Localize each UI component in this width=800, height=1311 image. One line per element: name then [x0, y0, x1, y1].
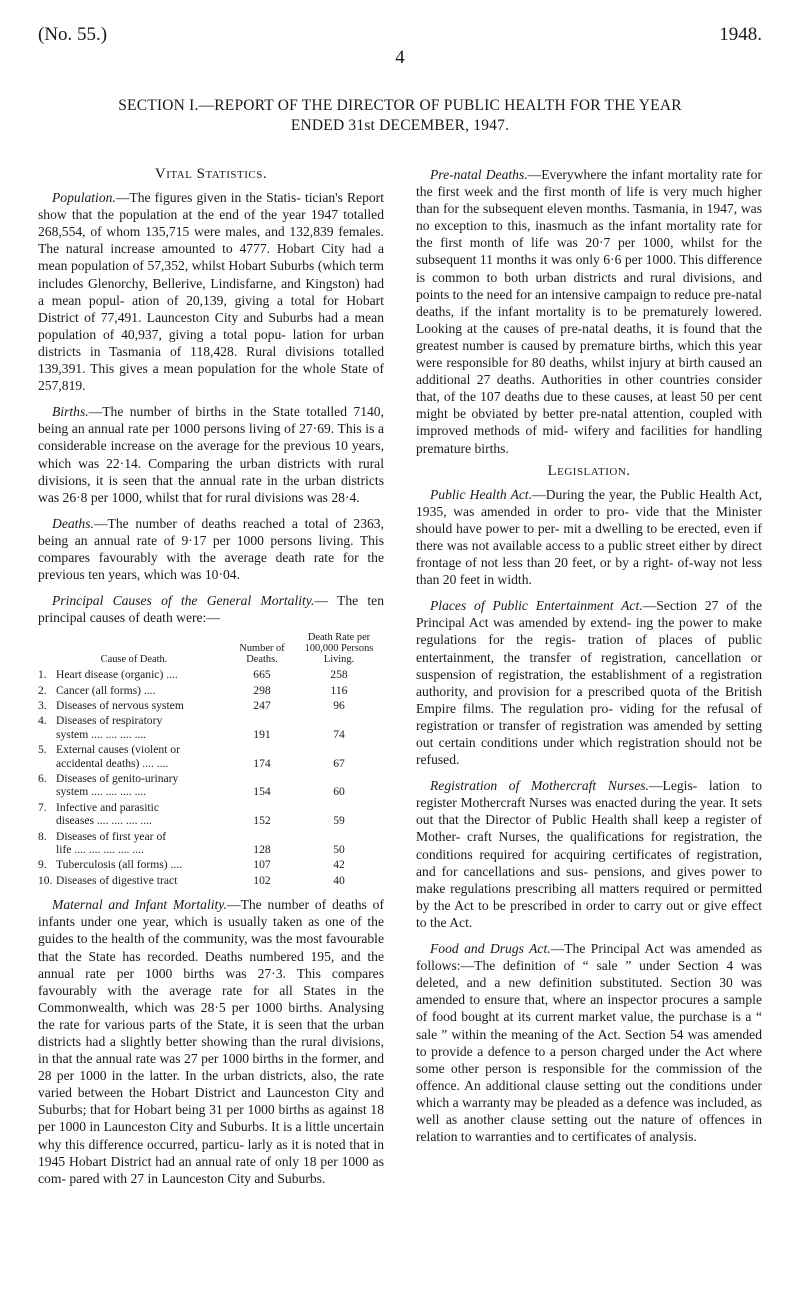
- cause-text: Diseases of nervous system: [56, 698, 184, 712]
- deaths-paragraph: [38, 515, 384, 583]
- cause-text: system .... .... .... ....: [56, 727, 147, 741]
- table-row: [38, 667, 384, 682]
- header-number: Number of Deaths.: [239, 642, 285, 665]
- cause-text: accidental deaths) .... ....: [56, 756, 169, 770]
- principal-causes-paragraph: [38, 592, 384, 626]
- year-label: 1948.: [719, 24, 762, 45]
- table-row: [38, 857, 384, 872]
- population-paragraph: [38, 189, 384, 394]
- food-drugs-paragraph: [416, 940, 762, 1145]
- cause-text: Diseases of genito-urinary: [56, 771, 179, 785]
- births-text: —The number of births in the State totalled 7140, being an annual rate per 1000 persons living of 27·69. This is a considerable increase on the average for the previous 10 years, which was 22·14. Comparing the urban districts with rural divisions, it is seen that the annual rate in the urban districts was 26·8 per 1000, whilst that for rural divisions was 28·4.: [38, 404, 384, 505]
- header-rate: Death Rate per 100,000 Persons Living.: [304, 632, 374, 665]
- mothercraft-text: —Legis- lation to register Mothercraft Nurses was enacted during the year. It sets out that the Director of Public Health shall keep a register of Mother- craft Nurses, the qualifications for registration, the conditions required for acquiring certificates of registration, and for cancellations and sus- pensions, and gives power to make regulations prescribing all matters required or permitted by the Act to be prescribed in order to carry out or give effect to the Act.: [416, 778, 762, 930]
- deaths-count-cell: 298: [253, 683, 271, 697]
- section-heading: [38, 96, 762, 136]
- cause-text: Heart disease (organic) ....: [56, 668, 178, 682]
- cause-cell: [38, 800, 230, 829]
- food-drugs-text: —The Principal Act was amended as follows:—The definition of “ sale ” under Section 4 was deleted, and a new definition substituted. Section 30 was amended to ensure that, where an inspector procures a sample of food bought at its current market value, the purchase is a “ sale ” within the meaning of the Act. Section 54 was amended to provide a defence to a person charged under the Act where some other person is responsible for the commission of the offence. An additional clause setting out the conditions under which a warranty may be pleaded as a defence was included, as well as another clause setting out the nature of offences in relation to warranties and to certificates of analysis.: [416, 941, 762, 1145]
- page-number: 4: [395, 47, 405, 68]
- row-index: 9.: [38, 858, 47, 872]
- deaths-count-cell: 102: [253, 873, 271, 887]
- legislation-title: Legislation.: [547, 462, 631, 479]
- deaths-count-cell: 107: [253, 858, 271, 872]
- row-index: 2.: [38, 683, 47, 697]
- table-header-row: [38, 632, 384, 667]
- pre-natal-text: —Everywhere the infant mortality rate for the first week and the first month of life is very much higher than for the subsequent eleven months. Tasmania, in 1947, was no exception to this, inasmuch as the infant mortality rate for the first month of life was 20·7 per 1000, whilst for the subsequent 11 months it was only 6·6 per 1000. This difference is common to both urban districts and rural divisions, and points to the need for an intensive campaign to reduce pre-natal deaths, if the infant mortality is to be prematurely lowered. Looking at the causes of pre-natal deaths, it is found that the greatest number is caused by premature births, which this year were responsible for 80 deaths, whilst injury at birth caused an additional 27 deaths. Authorities in other countries consider that, of the 107 deaths due to these causes, at least 50 per cent might be obviated by better pre-natal attention, coupled with improved methods of mid- wifery and facilities for handling premature births.: [416, 167, 763, 456]
- death-rate-cell: 40: [333, 873, 345, 887]
- principal-causes-text: — The ten principal causes of death were:—: [38, 593, 385, 626]
- cause-text: life .... .... .... .... ....: [56, 843, 144, 856]
- section-heading-line-2: ENDED 31st DECEMBER, 1947.: [290, 117, 510, 134]
- pre-natal-lead: Pre-natal Deaths.: [430, 167, 528, 182]
- table-row: [38, 713, 384, 742]
- death-rate-cell: 50: [333, 843, 345, 856]
- deaths-text: —The number of deaths reached a total of 2363, being an annual rate of 9·17 per 1000 persons living. This compares favourably with the average death rate for the previous ten years, which was 10·04.: [38, 515, 384, 583]
- births-lead: Births.: [52, 404, 89, 420]
- table-row: [38, 698, 384, 713]
- table-row: [38, 771, 384, 800]
- population-lead: Population.: [52, 190, 116, 206]
- table-row: [38, 829, 384, 858]
- cause-text: Tuberculosis (all forms) ....: [56, 858, 183, 872]
- row-index: 7.: [38, 800, 47, 814]
- public-health-act-lead: Public Health Act.: [430, 486, 533, 502]
- header-cause: Cause of Death.: [100, 653, 168, 665]
- mothercraft-lead: Registration of Mothercraft Nurses.: [430, 778, 649, 794]
- maternal-infant-text: —The number of deaths of infants under one year, which is usually taken as one of the guides to the health of the community, was the most favourable that the State has recorded. Deaths numbered 195, and the annual rate per 1000 births was 27·3. This compares favourably with the average rate for all States in the Commonwealth, which was 28·5 per 1000 births. Analysing the rate for various parts of the State, it is seen that the urban districts had a slightly better showing than the rural divisions, in that the annual rate was 27 per 1000 births in the former, and 28 per 1000 in the latter. In the urban districts, also, the rate varied between the Hobart District and Launceston City and Suburbs; that for Hobart being 31 per 1000 births as against 18 per 1000 in Launceston City and Suburbs. It is a little uncertain why this difference occurred, particu- larly as it is noted that in 1945 Hobart District had an annual rate of only 18 per 1000 as com- pared with 27 in Launceston City and Suburbs.: [38, 897, 384, 1186]
- mothercraft-paragraph: [416, 777, 762, 931]
- section-heading-line-1: SECTION I.—REPORT OF THE DIRECTOR OF PUBLIC HEALTH FOR THE YEAR: [118, 97, 682, 114]
- row-index: 8.: [38, 829, 47, 843]
- public-health-act-paragraph: [416, 486, 762, 589]
- death-rate-cell: 60: [333, 785, 345, 799]
- principal-causes-lead: Principal Causes of the General Mortality.: [52, 593, 315, 609]
- population-text: —The figures given in the Statis- tician's Report show that the population at the end of the year 1947 totalled 268,554, of whom 135,715 were males, and 132,839 females. The natural increase amounted to 4777. Hobart City had a mean population of 57,352, whilst Hobart Suburbs (which term includes Glenorchy, Bellerive, Lindisfarne, and Kingston) had a mean popul- ation of 20,139, giving a total for Hobart District of 77,491. Launceston City and Suburbs had a mean population of 40,937, giving a total popu- lation for urban districts in Tasmania of 118,428. Rural divisions totalled 139,391. This gives a mean population for the whole State of 257,819.: [38, 190, 384, 394]
- deaths-count-cell: 191: [253, 727, 271, 741]
- deaths-lead: Deaths.: [52, 515, 94, 531]
- row-index: 6.: [38, 771, 47, 785]
- causes-of-death-table: [38, 632, 384, 888]
- death-rate-cell: 258: [330, 668, 348, 682]
- food-drugs-lead: Food and Drugs Act.: [430, 941, 551, 957]
- table-row: [38, 683, 384, 698]
- cause-text: External causes (violent or: [56, 743, 180, 757]
- cause-cell: [38, 829, 230, 858]
- pre-natal-paragraph: [416, 166, 762, 457]
- places-entertainment-paragraph: [416, 597, 762, 768]
- maternal-infant-paragraph: [38, 896, 384, 1187]
- death-rate-cell: 96: [333, 698, 345, 712]
- paper-number: (No. 55.): [38, 24, 108, 45]
- vital-statistics-title: Vital Statistics.: [154, 166, 268, 182]
- cause-cell: [38, 873, 230, 888]
- cause-text: Diseases of digestive tract: [56, 873, 178, 887]
- death-rate-cell: 59: [333, 814, 345, 828]
- death-rate-cell: 67: [333, 756, 345, 770]
- places-entertainment-lead: Places of Public Entertainment Act.: [430, 598, 643, 614]
- cause-text: Infective and parasitic: [56, 800, 160, 814]
- table-row: [38, 742, 384, 771]
- cause-text: diseases .... .... .... ....: [56, 814, 152, 828]
- deaths-count-cell: 154: [253, 785, 271, 799]
- cause-cell: [38, 698, 230, 713]
- births-paragraph: [38, 403, 384, 506]
- cause-text: Diseases of respiratory: [56, 714, 163, 728]
- places-entertainment-text: —Section 27 of the Principal Act was amended by extend- ing the power to make regulations for the regis- tration of places of public entertainment, the transfer of registration, cancellation or suspension of registration, the establishment of a registration authority, and provision for a prescribed quota of the British Empire films. The regulation pro- viding for the refusal of registration or transfer of registration was amended by setting out certain conditions under which registration should not be refused.: [416, 598, 762, 768]
- cause-text: system .... .... .... ....: [56, 785, 147, 799]
- causes-table-body: [38, 667, 384, 888]
- row-index: 10.: [38, 873, 53, 887]
- table-row: [38, 873, 384, 888]
- death-rate-cell: 74: [333, 727, 345, 741]
- cause-cell: [38, 771, 230, 800]
- cause-cell: [38, 667, 230, 682]
- public-health-act-text: —During the year, the Public Health Act, 1935, was amended in order to pro- vide that the Minister should have power to per- mit a dwelling to be erected, even if there was not available access to a public street either by direct frontage of not less than 20 feet, or by a right- of-way not less than 20 feet in width.: [416, 486, 762, 588]
- right-column: [416, 166, 762, 1187]
- deaths-count-cell: 128: [253, 843, 271, 856]
- deaths-count-cell: 174: [253, 756, 271, 770]
- table-row: [38, 800, 384, 829]
- cause-text: Diseases of first year of: [56, 829, 167, 843]
- deaths-count-cell: 152: [253, 814, 271, 828]
- deaths-count-cell: 247: [253, 698, 271, 712]
- row-index: 3.: [38, 698, 47, 712]
- maternal-infant-lead: Maternal and Infant Mortality.: [52, 897, 227, 913]
- cause-cell: [38, 683, 230, 698]
- left-column: [38, 166, 384, 1187]
- row-index: 1.: [38, 668, 47, 682]
- cause-cell: [38, 713, 230, 742]
- cause-text: Cancer (all forms) ....: [56, 683, 156, 697]
- death-rate-cell: 42: [333, 858, 345, 872]
- cause-cell: [38, 857, 230, 872]
- deaths-count-cell: 665: [253, 668, 271, 682]
- cause-cell: [38, 742, 230, 771]
- row-index: 4.: [38, 714, 47, 728]
- page-header: [38, 24, 762, 48]
- row-index: 5.: [38, 743, 47, 757]
- two-column-body: [38, 166, 762, 1187]
- death-rate-cell: 116: [330, 683, 348, 697]
